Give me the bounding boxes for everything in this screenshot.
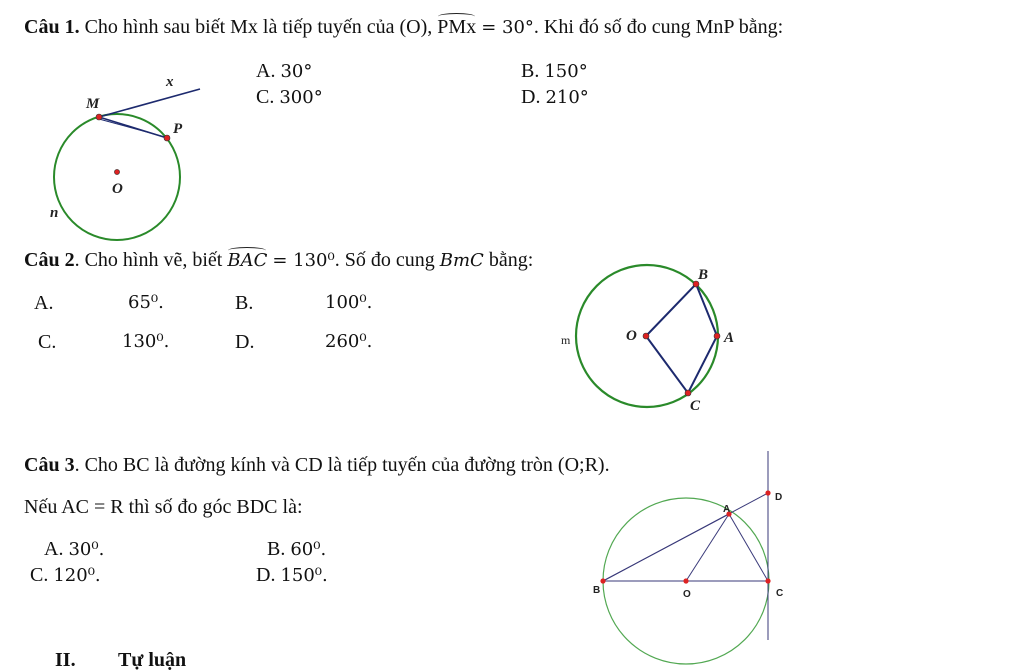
- q3-option-a-key: A.: [44, 538, 64, 560]
- q1-option-c-value: 300°: [279, 87, 323, 108]
- q2-label-o: O: [626, 328, 637, 344]
- q3-line-oa: [686, 514, 729, 581]
- q2-label-b: B: [698, 267, 709, 283]
- q2-text-c: bằng:: [488, 249, 534, 271]
- q1-option-a-key: A.: [256, 60, 276, 82]
- q2-option-d-key[interactable]: D.: [235, 331, 255, 353]
- q1-angle-eq: = 30°: [481, 17, 534, 38]
- q3-option-b-value: 60⁰.: [290, 539, 327, 560]
- q3-option-d-key: D.: [256, 564, 276, 586]
- q2-option-d-value: 260⁰.: [325, 331, 373, 352]
- q2-option-a-key[interactable]: A.: [34, 292, 54, 314]
- q2-number: Câu 2: [24, 249, 75, 271]
- q2-text-a: . Cho hình vẽ, biết: [74, 249, 223, 271]
- q1-option-d-key: D.: [521, 86, 541, 108]
- q3-text-a: . Cho BC là đường kính và CD là tiếp tuyến của đường tròn (O;R).: [74, 454, 610, 476]
- q1-label-m: M: [86, 96, 100, 112]
- q3-option-b-key: B.: [267, 538, 286, 560]
- q2-option-c-value: 130⁰.: [122, 331, 170, 352]
- q3-label-a: A: [723, 504, 731, 515]
- q2-angle-eq: = 130⁰: [272, 250, 335, 271]
- q3-point-c: [765, 578, 770, 583]
- q1-option-b-value: 150°: [544, 61, 588, 82]
- q1-option-d-value: 210°: [545, 87, 589, 108]
- q3-option-a-value: 30⁰.: [68, 539, 105, 560]
- q2-label-a: A: [724, 330, 735, 346]
- q2-label-c: C: [690, 398, 701, 414]
- q3-label-d: D: [775, 492, 783, 503]
- q3-option-c-key: C.: [30, 564, 49, 586]
- q3-label-c: C: [776, 588, 784, 599]
- q3-number: Câu 3: [24, 454, 75, 476]
- q3-line-ab: [603, 514, 729, 581]
- q1-text-a: Cho hình sau biết Mx là tiếp tuyến của (O),: [84, 16, 433, 38]
- q3-point-o: [683, 578, 688, 583]
- q1-label-n: n: [50, 205, 59, 221]
- q1-label-x: x: [166, 74, 174, 90]
- q1-label-p: P: [173, 121, 183, 137]
- section-title: Tự luận: [118, 649, 187, 671]
- q2-option-b-key[interactable]: B.: [235, 292, 254, 314]
- q3-line2: Nếu AC = R thì số đo góc BDC là:: [24, 496, 303, 518]
- q3-option-c-value: 120⁰.: [53, 565, 101, 586]
- q3-label-b: B: [593, 585, 601, 596]
- q2-arc-name: BmC: [439, 250, 484, 271]
- q2-option-b-value: 100⁰.: [325, 292, 373, 313]
- q1-option-a-value: 30°: [280, 61, 313, 82]
- q3-point-d: [765, 490, 770, 495]
- q3-label-o: O: [683, 589, 691, 600]
- q3-point-b: [600, 578, 605, 583]
- q1-text-b: . Khi đó số đo cung MnP bằng:: [533, 16, 784, 38]
- q1-option-c-key: C.: [256, 86, 275, 108]
- q2-angle: BAC: [227, 250, 268, 271]
- q1-label-o: O: [112, 181, 123, 197]
- q1-angle: PMx: [437, 16, 477, 38]
- q2-option-a-value: 65⁰.: [128, 292, 164, 313]
- q1-option-b-key: B.: [521, 60, 540, 82]
- q3-option-d-value: 150⁰.: [280, 565, 328, 586]
- q1-number: Câu 1.: [24, 16, 80, 38]
- q2-text-b: . Số đo cung: [334, 249, 435, 271]
- q2-label-m: m: [561, 333, 571, 347]
- section-number: II.: [55, 649, 76, 671]
- q2-option-c-key[interactable]: C.: [38, 331, 57, 353]
